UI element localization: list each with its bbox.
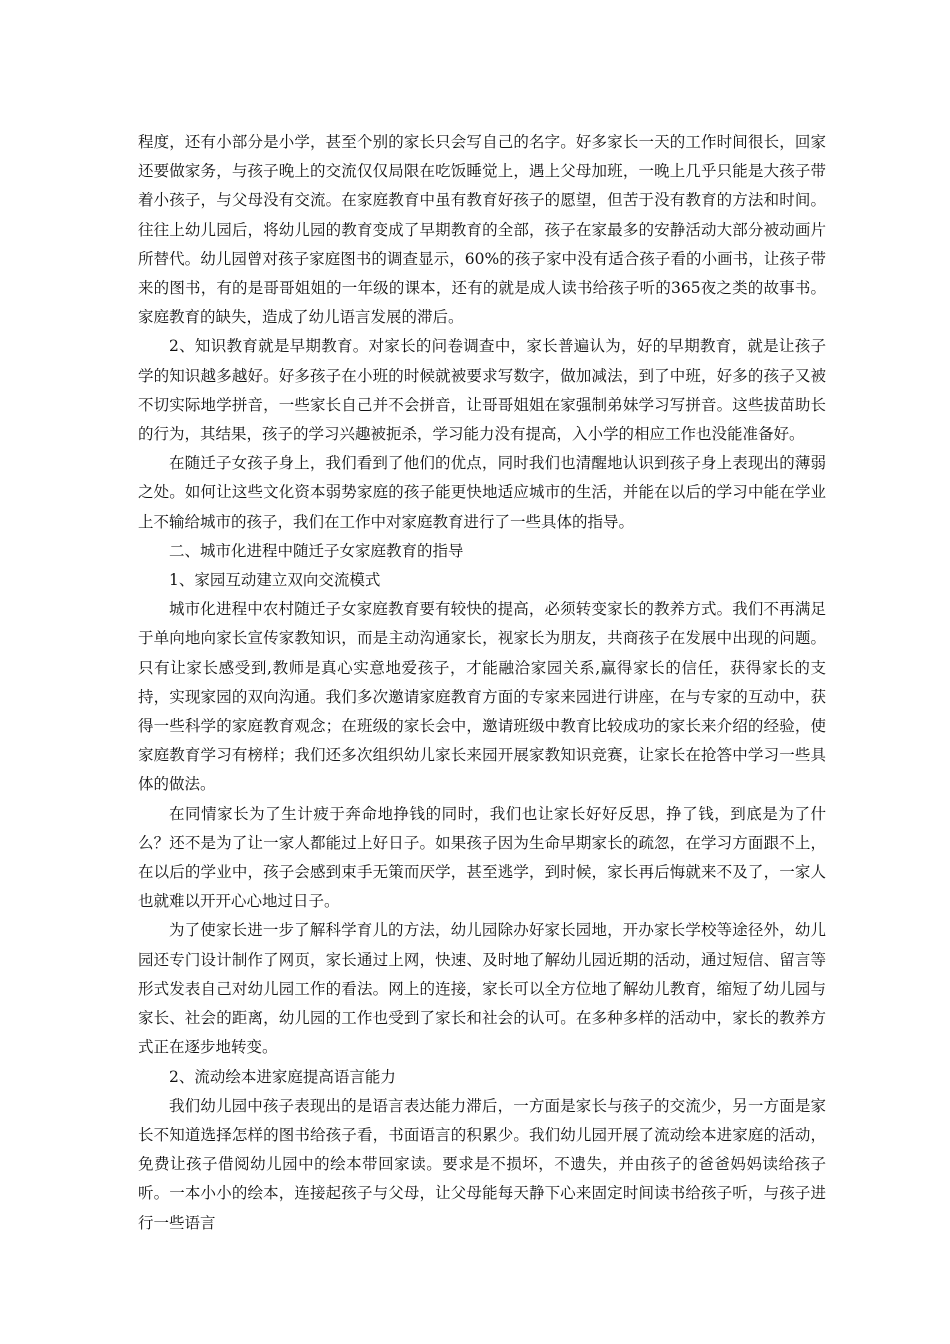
paragraph-continued: 程度，还有小部分是小学，甚至个别的家长只会写自己的名字。好多家长一天的工作时间很长，回家还要做家务，与孩子晚上的交流仅仅局限在吃饭睡觉上，遇上父母加班，一晚上几乎只能是大孩子带着小孩子，与父母没有交流。在家庭教育中虽有教育好孩子的愿望，但苦于没有教育的方法和时间。往往上幼儿园后，将幼儿园的教育变成了早期教育的全部，孩子在家最多的安静活动大部分被动画片所替代。幼儿园曾对孩子家庭图书的调查显示，60%的孩子家中没有适合孩子看的小画书，让孩子带来的图书，有的是哥哥姐姐的一年级的课本，还有的就是成人读书给孩子听的365夜之类的故事书。家庭教育的缺失，造成了幼儿语言发展的滞后。 bbox=[138, 133, 826, 327]
paragraph-language-ability: 我们幼儿园中孩子表现出的是语言表达能力滞后，一方面是家长与孩子的交流少，另一方面是家长不知道选择怎样的图书给孩子看，书面语言的积累少。我们幼儿园开展了流动绘本进家庭的活动，免费让孩子借阅幼儿园中的绘本带回家读。要求是不损坏，不遗失，并由孩子的爸爸妈妈读给孩子听。一本小小的绘本，连接起孩子与父母，让父母能每天静下心来固定时间读书给孩子听，与孩子进行一些语言 bbox=[138, 1096, 826, 1232]
paragraph-website: 为了使家长进一步了解科学育儿的方法，幼儿园除办好家长园地，开办家长学校等途径外，幼儿园还专门设计制作了网页，家长通过上网，快速、及时地了解幼儿园近期的活动，通过短信、留言等形式发表自己对幼儿园工作的看法。网上的连接，家长可以全方位地了解幼儿教育，缩短了幼儿园与家长、社会的距离，幼儿园的工作也受到了家长和社会的认可。在多种多样的活动中，家长的教养方式正在逐步地转变。 bbox=[138, 921, 826, 1057]
paragraph-reflection: 在同情家长为了生计疲于奔命地挣钱的同时，我们也让家长好好反思，挣了钱，到底是为了什么？还不是为了让一家人都能过上好日子。如果孩子因为生命早期家长的疏忽，在学习方面跟不上，在以后的学业中，孩子会感到束手无策而厌学，甚至逃学，到时候，家长再后悔就来不及了，一家人也就难以开开心心地过日子。 bbox=[138, 804, 826, 911]
paragraph-knowledge-education: 2、知识教育就是早期教育。对家长的问卷调查中，家长普遍认为，好的早期教育，就是让孩子学的知识越多越好。好多孩子在小班的时候就被要求写数字，做加减法，到了中班，好多的孩子又被不切实际地学拼音，一些家长自己并不会拼音，让哥哥姐姐在家强制弟妹学习写拼音。这些拔苗助长的行为，其结果，孩子的学习兴趣被扼杀，学习能力没有提高，入小学的相应工作也没能准备好。 bbox=[138, 337, 826, 444]
paragraph-parenting-style: 城市化进程中农村随迁子女家庭教育要有较快的提高，必须转变家长的教养方式。我们不再满足于单向地向家长宣传家教知识，而是主动沟通家长，视家长为朋友，共商孩子在发展中出现的问题。只有让家长感受到,教师是真心实意地爱孩子，才能融洽家园关系,赢得家长的信任，获得家长的支持，实现家园的双向沟通。我们多次邀请家庭教育方面的专家来园进行讲座，在与专家的互动中，获得一些科学的家庭教育观念；在班级的家长会中，邀请班级中教育比较成功的家长来介绍的经验，使家庭教育学习有榜样；我们还多次组织幼儿家长来园开展家教知识竞赛，让家长在抢答中学习一些具体的做法。 bbox=[138, 600, 826, 794]
subsection-heading-picture-books: 2、流动绘本进家庭提高语言能力 bbox=[169, 1067, 396, 1086]
document-body bbox=[138, 128, 826, 1238]
paragraph-migrant-children: 在随迁子女孩子身上，我们看到了他们的优点，同时我们也清醒地认识到孩子身上表现出的薄弱之处。如何让这些文化资本弱势家庭的孩子能更快地适应城市的生活，并能在以后的学习中能在学业上不输给城市的孩子，我们在工作中对家庭教育进行了一些具体的指导。 bbox=[138, 454, 826, 531]
section-heading-guidance: 二、城市化进程中随迁子女家庭教育的指导 bbox=[169, 541, 464, 560]
subsection-heading-interaction: 1、家园互动建立双向交流模式 bbox=[169, 571, 381, 590]
